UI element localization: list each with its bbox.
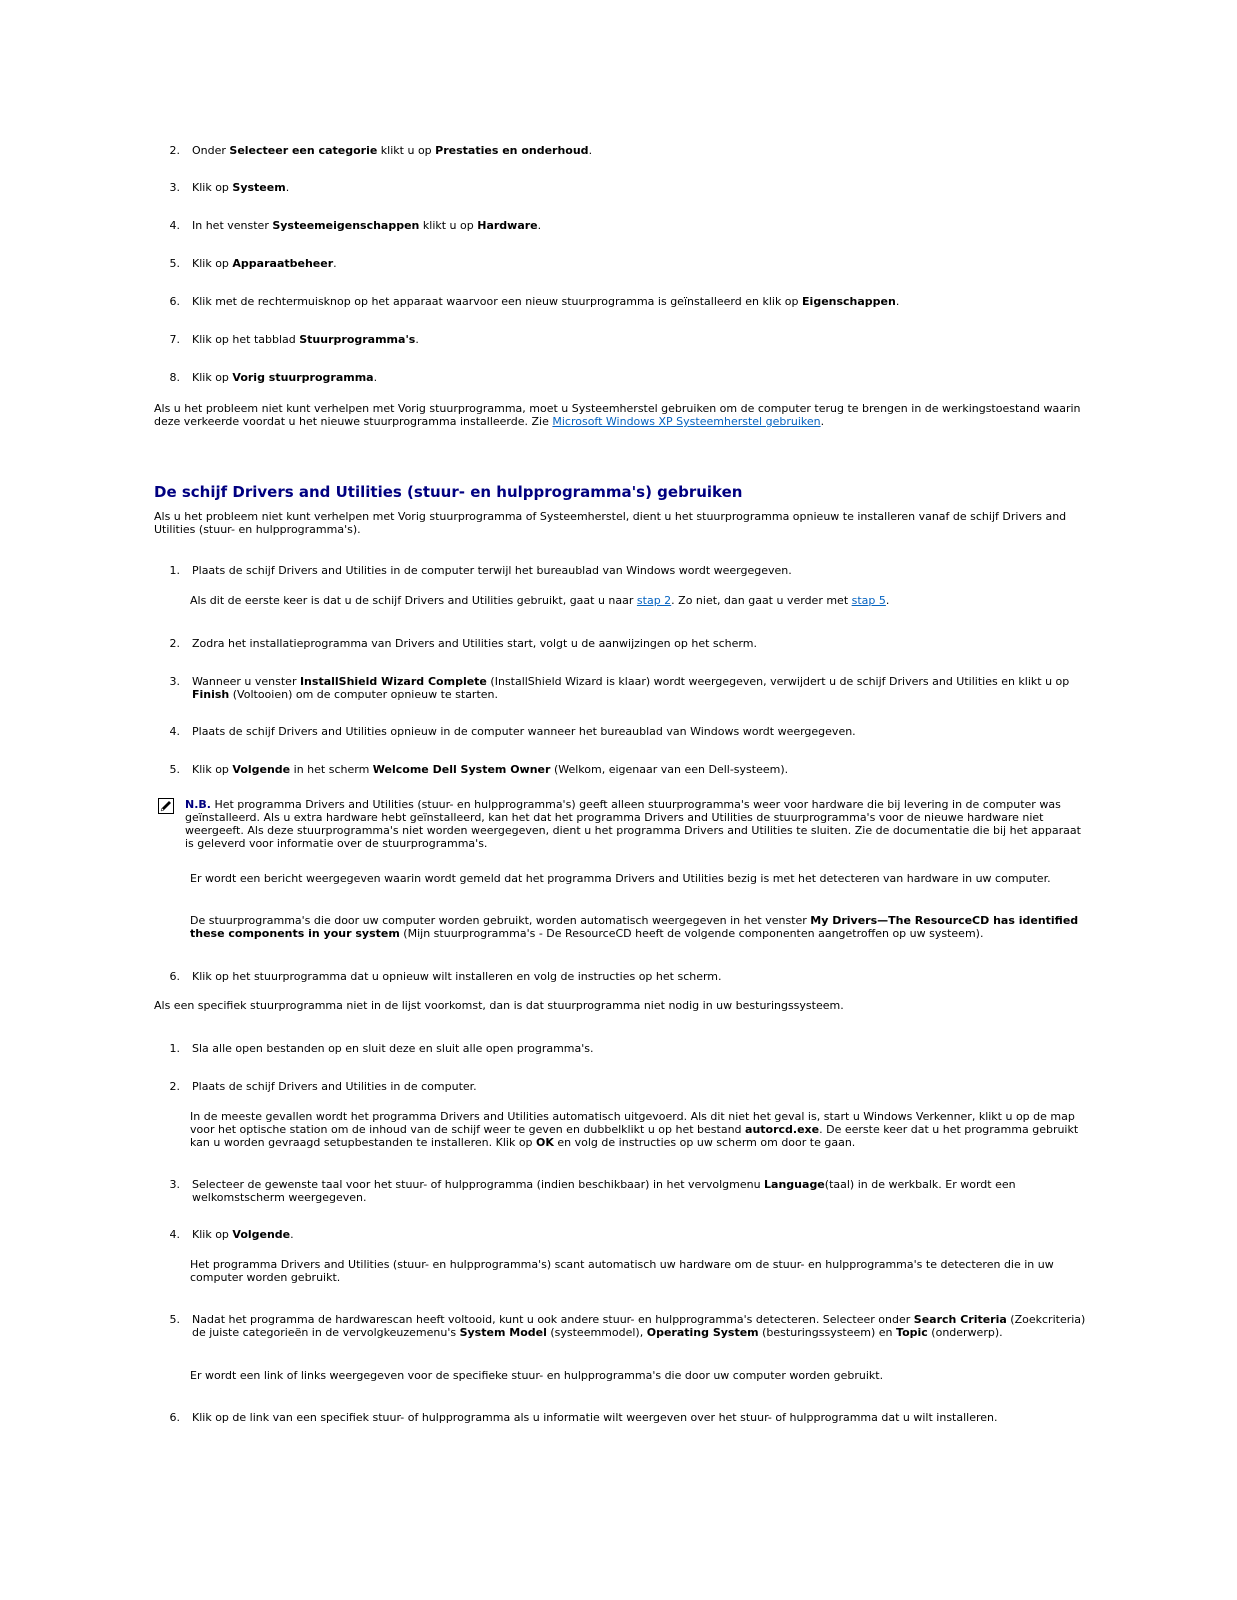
note-pencil-icon: [158, 798, 174, 814]
step-text: [192, 181, 1088, 194]
text-run: Klik op de link van een specifiek stuur- of hulpprogramma als u informatie wilt weergeven over het stuur- of hulpprogramma dat u wilt installeren.: [192, 1411, 998, 1424]
step-number: 2.: [169, 637, 180, 650]
text-run: .: [373, 371, 378, 384]
step-b-6: [168, 970, 1088, 983]
inline-link[interactable]: Microsoft Windows XP Systeemherstel gebruiken: [552, 415, 821, 428]
step-number: 4.: [169, 725, 180, 738]
step-text: [192, 371, 1088, 384]
text-run: .: [537, 219, 542, 232]
text-run: Selecteer de gewenste taal voor het stuur- of hulpprogramma (indien beschikbaar) in het vervolgmenu: [192, 1178, 765, 1191]
bold-text: Apparaatbeheer: [232, 257, 334, 270]
bold-text: System Model: [459, 1326, 547, 1339]
step-b-3: [168, 675, 1088, 701]
text-run: Nadat het programma de hardwarescan heeft voltooid, kunt u ook andere stuur- en hulpprogramma's detecteren. Selecteer onder: [192, 1313, 914, 1326]
text-run: (InstallShield Wizard is klaar) wordt weergegeven, verwijdert u de schijf Drivers and Utilities en klikt u op: [486, 675, 1070, 688]
step-number: 5.: [169, 257, 180, 270]
bold-text: Systeem: [232, 181, 286, 194]
bold-text: Eigenschappen: [802, 295, 896, 308]
text-run: Sla alle open bestanden op en sluit deze en sluit alle open programma's.: [192, 1042, 594, 1055]
step-text: [192, 1228, 1088, 1241]
text-run: (Zoekcriteria) de juiste categorieën in de vervolgkeuzemenu's: [192, 1313, 1086, 1339]
bold-text: Topic: [896, 1326, 928, 1339]
inline-link[interactable]: stap 5: [851, 594, 886, 607]
step-c-3: [168, 1178, 1088, 1204]
step-number: 5.: [169, 1313, 180, 1326]
step-text: [192, 970, 1088, 983]
text-run: Plaats de schijf Drivers and Utilities in de computer terwijl het bureaublad van Windows wordt weergegeven.: [192, 564, 792, 577]
text-run: . De eerste keer dat u het programma gebruikt kan u worden gevraagd setupbestanden te installeren. Klik op: [190, 1123, 1079, 1149]
step-c-4-detail: [190, 1258, 1084, 1284]
text-run: .: [885, 594, 890, 607]
text-run: klikt u op: [419, 219, 478, 232]
text-run: Klik op: [192, 371, 233, 384]
text-run: Wanneer u venster: [192, 675, 300, 688]
step-text: [192, 1178, 1088, 1204]
step-number: 6.: [169, 1411, 180, 1424]
text-run: Als u het probleem niet kunt verhelpen met Vorig stuurprogramma, moet u Systeemherstel gebruiken om de computer terug te brengen in de werkingstoestand waarin deze verkeerde voordat u het nieuwe stuurprogramma installeerde. Zie: [154, 402, 1081, 428]
step-number: 3.: [169, 675, 180, 688]
step-c-2-detail: [190, 1110, 1084, 1149]
step-b-1: [168, 564, 1088, 577]
text-run: Klik op: [192, 181, 233, 194]
step-text: [192, 1411, 1088, 1424]
step-number: 2.: [169, 1080, 180, 1093]
text-run: Klik op: [192, 763, 233, 776]
bold-text: InstallShield Wizard Complete: [299, 675, 487, 688]
text-run: Onder: [192, 144, 230, 157]
step-a-5: [168, 257, 1088, 270]
rollback-paragraph: [154, 402, 1084, 428]
step-a-6: [168, 295, 1088, 308]
step-text: [192, 1080, 1088, 1093]
text-run: Zodra het installatieprogramma van Drivers and Utilities start, volgt u de aanwijzingen op het scherm.: [192, 637, 757, 650]
step-a-3: [168, 181, 1088, 194]
step-a-8: [168, 371, 1088, 384]
step-number: 3.: [169, 1178, 180, 1191]
step-a-4: [168, 219, 1088, 232]
note-label: N.B.: [185, 798, 211, 811]
step-b-5-detail-2: [190, 914, 1084, 940]
step-number: 4.: [169, 1228, 180, 1241]
text-run: Klik op: [192, 1228, 233, 1241]
step-number: 4.: [169, 219, 180, 232]
text-run: (Voltooien) om de computer opnieuw te starten.: [229, 688, 499, 701]
step-a-7: [168, 333, 1088, 346]
step-text: [192, 1042, 1088, 1055]
text-run: .: [285, 181, 290, 194]
text-run: Plaats de schijf Drivers and Utilities opnieuw in de computer wanneer het bureaublad van Windows wordt weergegeven.: [192, 725, 856, 738]
step-text: [192, 1313, 1088, 1339]
text-run: (Welkom, eigenaar van een Dell-systeem).: [550, 763, 789, 776]
text-run: .: [290, 1228, 294, 1241]
text-run: Er wordt een bericht weergegeven waarin wordt gemeld dat het programma Drivers and Utilities bezig is met het detecteren van hardware in uw computer.: [190, 872, 1051, 885]
text-run: Het programma Drivers and Utilities (stuur- en hulpprogramma's) scant automatisch uw hardware om de stuur- en hulpprogramma's te detecteren die in uw computer worden gebruikt.: [190, 1258, 1054, 1284]
text-run: Klik op het stuurprogramma dat u opnieuw wilt installeren en volg de instructies op het scherm.: [192, 970, 722, 983]
text-run: in het scherm: [290, 763, 373, 776]
text-run: .: [415, 333, 419, 346]
text-run: Er wordt een link of links weergegeven voor de specifieke stuur- en hulpprogramma's die door uw computer worden gebruikt.: [190, 1369, 884, 1382]
intro-paragraph: [154, 510, 1084, 536]
text-run: .: [588, 144, 593, 157]
step-number: 1.: [169, 1042, 180, 1055]
step-text: [192, 257, 1088, 270]
text-run: . Zo niet, dan gaat u verder met: [671, 594, 852, 607]
text-run: Klik op het tabblad: [192, 333, 300, 346]
text-run: Klik met de rechtermuisknop op het apparaat waarvoor een nieuw stuurprogramma is geïnstalleerd en klik op: [192, 295, 803, 308]
bold-text: Prestaties en onderhoud: [435, 144, 589, 157]
step-b-2: [168, 637, 1088, 650]
bold-text: Operating System: [646, 1326, 759, 1339]
text-run: Plaats de schijf Drivers and Utilities in de computer.: [192, 1080, 477, 1093]
step-c-5: [168, 1313, 1088, 1339]
step-a-2: [168, 144, 1088, 157]
text-run: .: [895, 295, 900, 308]
bold-text: Vorig stuurprogramma: [232, 371, 374, 384]
step-text: [192, 675, 1088, 701]
step-text: [192, 144, 1088, 157]
step-c-6: [168, 1411, 1088, 1424]
bold-text: Selecteer een categorie: [229, 144, 378, 157]
note-text: [185, 798, 1085, 850]
text-run: (taal) in de werkbalk. Er wordt een welkomstscherm weergegeven.: [192, 1178, 1016, 1204]
bold-text: Systeemeigenschappen: [272, 219, 420, 232]
step-number: 6.: [169, 295, 180, 308]
step-text: [192, 295, 1088, 308]
bold-text: Search Criteria: [913, 1313, 1007, 1326]
bold-text: Hardware: [477, 219, 538, 232]
step-b-1-detail: [190, 594, 1084, 607]
text-run: .: [820, 415, 825, 428]
text-run: (onderwerp).: [927, 1326, 1003, 1339]
bold-text: autorcd.exe: [745, 1123, 820, 1136]
text-run: Als u het probleem niet kunt verhelpen met Vorig stuurprogramma of Systeemherstel, dient u het stuurprogramma opnieuw te installeren vanaf de schijf Drivers and Utilities (stuur- en hulpprogramma's).: [154, 510, 1067, 536]
step-number: 7.: [169, 333, 180, 346]
step-c-2: [168, 1080, 1088, 1093]
step-b-5-detail-1: [190, 872, 1084, 885]
step-text: [192, 763, 1088, 776]
step-number: 1.: [169, 564, 180, 577]
text-run: (Mijn stuurprogramma's - De ResourceCD heeft de volgende componenten aangetroffen op uw systeem).: [399, 927, 984, 940]
bold-text: Welcome Dell System Owner: [372, 763, 551, 776]
text-run: (systeemmodel),: [546, 1326, 647, 1339]
step-number: 3.: [169, 181, 180, 194]
bold-text: OK: [536, 1136, 554, 1149]
step-text: [192, 333, 1088, 346]
step-c-1: [168, 1042, 1088, 1055]
step-text: [192, 564, 1088, 577]
bold-text: Language: [764, 1178, 825, 1191]
text-run: (besturingssysteem) en: [758, 1326, 897, 1339]
text-run: De stuurprogramma's die door uw computer worden gebruikt, worden automatisch weergegeven in het venster: [190, 914, 811, 927]
step-c-5-detail: [190, 1369, 1084, 1382]
bold-text: Volgende: [232, 763, 291, 776]
specific-driver-paragraph: [154, 999, 1084, 1012]
bold-text: Stuurprogramma's: [299, 333, 416, 346]
step-text: [192, 637, 1088, 650]
note-body: Het programma Drivers and Utilities (stuur- en hulpprogramma's) geeft alleen stuurprogramma's weer voor hardware die bij levering in de computer was geïnstalleerd. Als u extra hardware hebt geïnstalleerd, kan het dat het programma Drivers and Utilities de stuurprogramma's voor de nieuwe hardware niet weergeeft. Als deze stuurprogramma's niet worden weergegeven, dient u het programma Drivers and Utilities te sluiten. Zie de documentatie die bij het apparaat is geleverd voor informatie over de stuurprogramma's.: [185, 798, 1081, 850]
step-number: 2.: [169, 144, 180, 157]
text-run: Als dit de eerste keer is dat u de schijf Drivers and Utilities gebruikt, gaat u naar: [190, 594, 637, 607]
text-run: .: [333, 257, 337, 270]
step-b-4: [168, 725, 1088, 738]
text-run: Als een specifiek stuurprogramma niet in de lijst voorkomst, dan is dat stuurprogramma niet nodig in uw besturingssysteem.: [154, 999, 844, 1012]
step-number: 8.: [169, 371, 180, 384]
step-number: 5.: [169, 763, 180, 776]
text-run: en volg de instructies op uw scherm om door te gaan.: [553, 1136, 856, 1149]
step-text: [192, 219, 1088, 232]
text-run: klikt u op: [377, 144, 436, 157]
text-run: In het venster: [192, 219, 273, 232]
section-heading: De schijf Drivers and Utilities (stuur- en hulpprogramma's) gebruiken: [154, 483, 743, 501]
text-run: In de meeste gevallen wordt het programma Drivers and Utilities automatisch uitgevoerd. Als dit niet het geval is, start u Windows Verkenner, klikt u op de map voor het optische station om de inhoud van de schijf weer te geven en dubbelklikt u op het bestand: [190, 1110, 1075, 1136]
step-text: [192, 725, 1088, 738]
step-c-4: [168, 1228, 1088, 1241]
bold-text: Finish: [192, 688, 230, 701]
bold-text: My Drivers—The ResourceCD has identified these components in your system: [190, 914, 1079, 940]
text-run: Klik op: [192, 257, 233, 270]
step-b-5: [168, 763, 1088, 776]
step-number: 6.: [169, 970, 180, 983]
bold-text: Volgende: [232, 1228, 291, 1241]
inline-link[interactable]: stap 2: [636, 594, 672, 607]
